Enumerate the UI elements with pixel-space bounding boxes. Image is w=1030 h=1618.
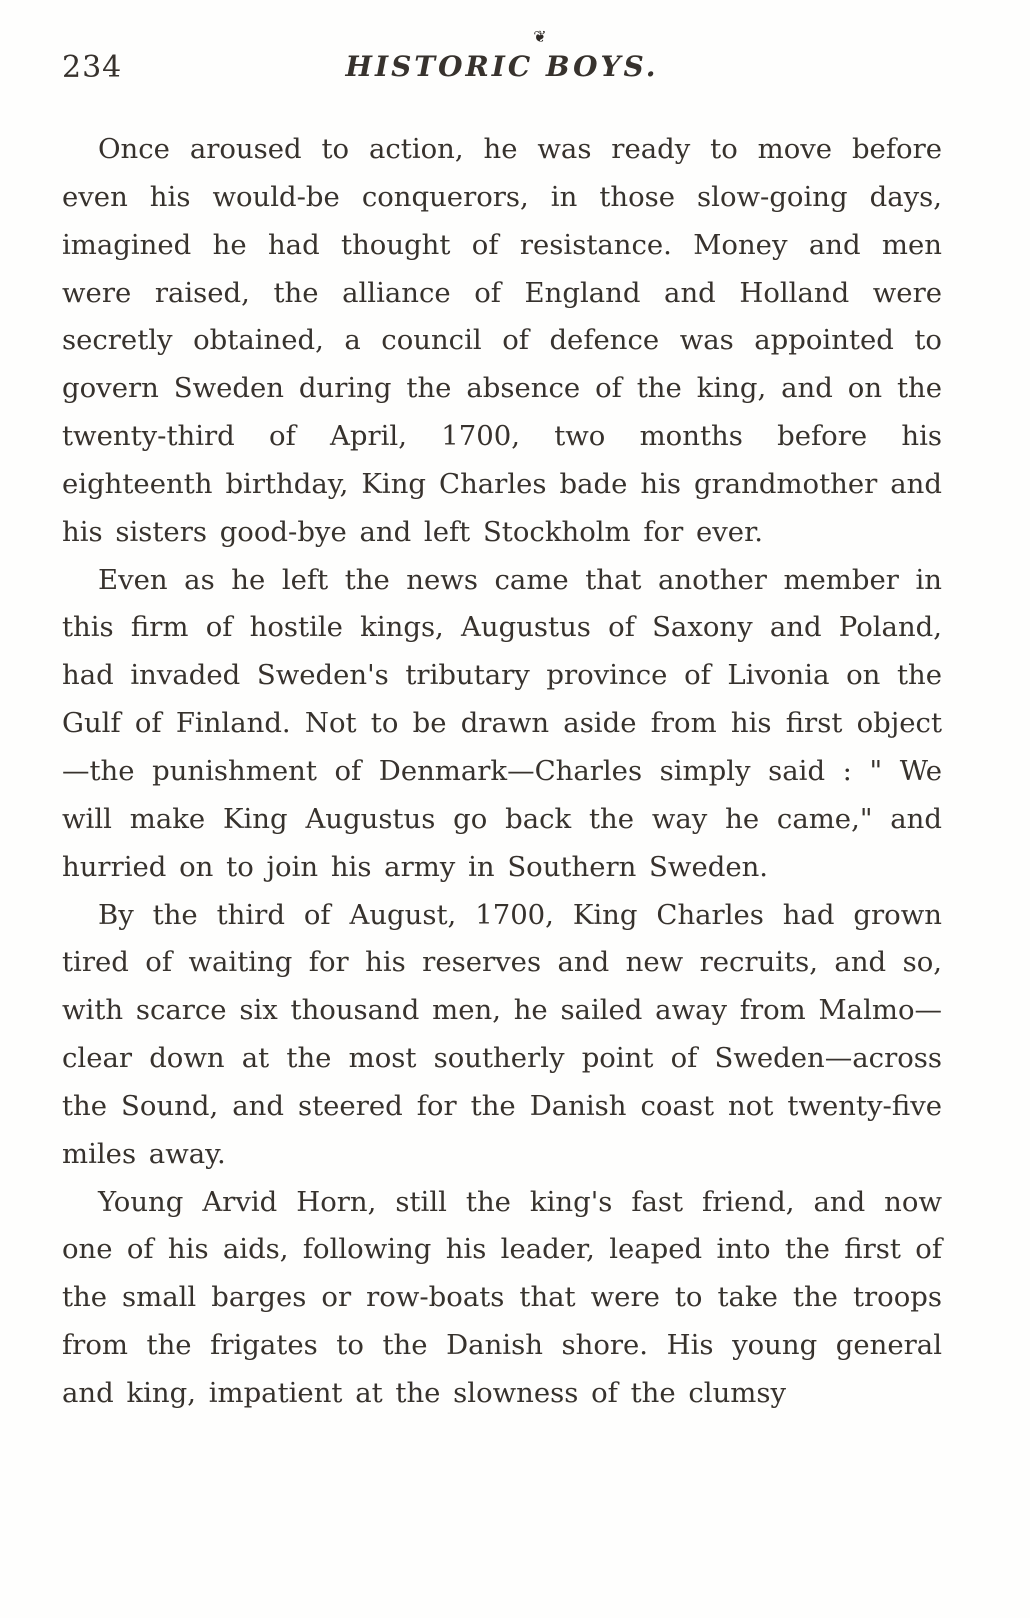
page-number: 234 (62, 50, 123, 85)
body-text (62, 126, 942, 1418)
printer-ornament-icon: ❦ (533, 27, 547, 46)
paragraph: By the third of August, 1700, King Charles had grown tired of waiting for his reserves and new recruits, and so, with scarce six thousand men, he sailed away from Malmo— clear down at the most southerly point of Sweden—across the Sound, and steered for the Danish coast not twenty-five miles away. (62, 898, 942, 1170)
paragraph: Even as he left the news came that another member in this firm of hostile kings, Augustus of Saxony and Poland, had invaded Sweden's tributary province of Livonia on the Gulf of Finland. Not to be drawn aside from his first object—the punishment of Denmark—Charles simply said : " We will make King Augustus go back the way he came," and hurried on to join his army in Southern Sweden. (62, 563, 942, 883)
paragraph: Once aroused to action, he was ready to move before even his would-be conquerors, in those slow-going days, imagined he had thought of resistance. Money and men were raised, the alliance of England and Holland were secretly obtained, a council of defence was appointed to govern Sweden during the absence of the king, and on the twenty-third of April, 1700, two months before his eighteenth birthday, King Charles bade his grandmother and his sisters good-bye and left Stockholm for ever. (62, 133, 942, 548)
header-title: HISTORIC BOYS. (345, 50, 659, 83)
header-title-wrap (62, 27, 942, 83)
paragraph: Young Arvid Horn, still the king's fast friend, and now one of his aids, following his leader, leaped into the first of the small barges or row-boats that were to take the troops from the frigates to the Danish shore. His young general and king, impatient at the slowness of the clumsy (62, 1185, 942, 1409)
running-head (62, 27, 942, 96)
